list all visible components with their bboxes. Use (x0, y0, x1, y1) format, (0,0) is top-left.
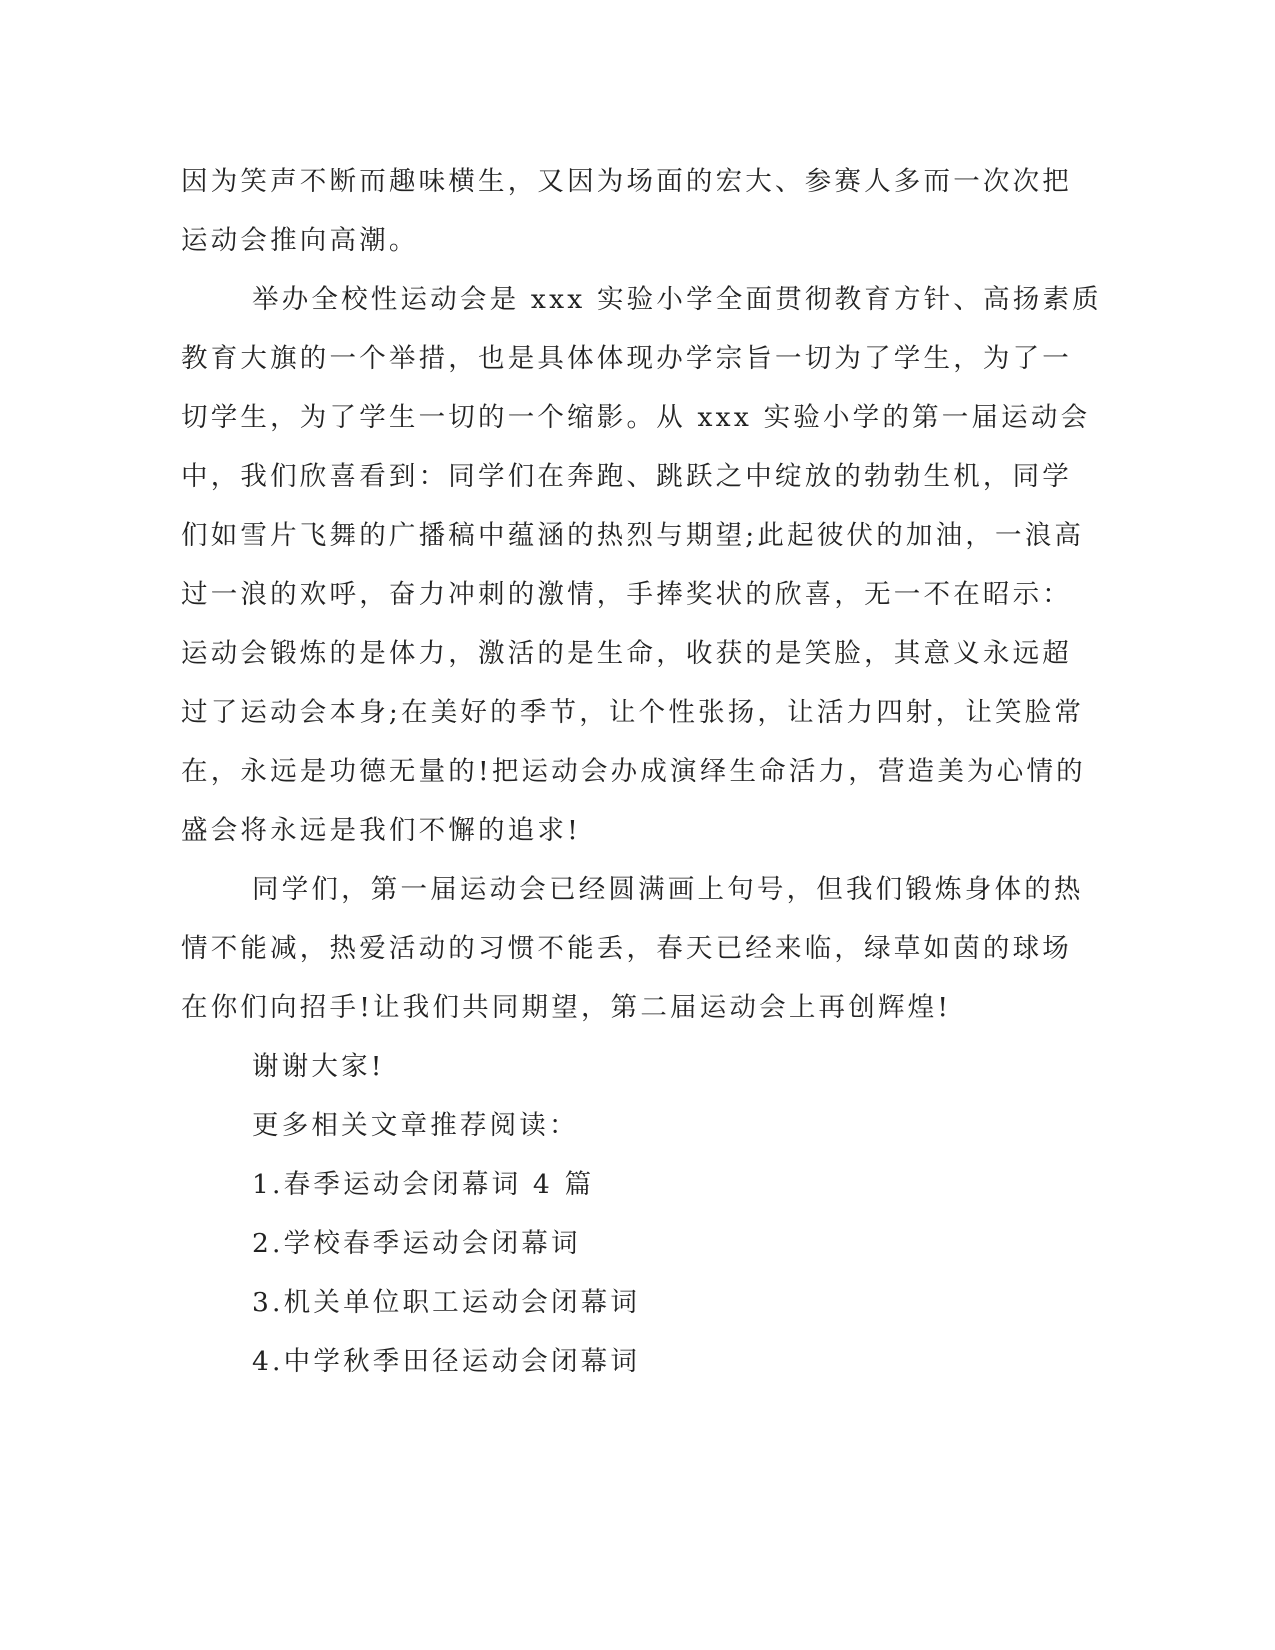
related-article-link[interactable]: 3.机关单位职工运动会闭幕词 (252, 1287, 641, 1318)
paragraph-line: 们如雪片飞舞的广播稿中蕴涵的热烈与期望;此起彼伏的加油，一浪高 (181, 520, 1085, 551)
paragraph-line: 在你们向招手!让我们共同期望，第二届运动会上再创辉煌! (181, 992, 952, 1023)
paragraph-line: 举办全校性运动会是 xxx 实验小学全面贯彻教育方针、高扬素质 (252, 284, 1102, 315)
paragraph-line: 中，我们欣喜看到：同学们在奔跑、跳跃之中绽放的勃勃生机，同学 (181, 461, 1072, 492)
paragraph-line: 切学生，为了学生一切的一个缩影。从 xxx 实验小学的第一届运动会 (181, 402, 1091, 433)
closing-line: 谢谢大家! (252, 1051, 385, 1082)
paragraph-line: 情不能减，热爱活动的习惯不能丢，春天已经来临，绿草如茵的球场 (181, 933, 1072, 964)
paragraph-line: 运动会锻炼的是体力，激活的是生命，收获的是笑脸，其意义永远超 (181, 638, 1072, 669)
related-articles-heading: 更多相关文章推荐阅读： (252, 1110, 579, 1141)
paragraph-line: 过一浪的欢呼，奋力冲刺的激情，手捧奖状的欣喜，无一不在昭示： (181, 579, 1072, 610)
paragraph-line: 运动会推向高潮。 (181, 225, 419, 256)
document-body (181, 152, 1102, 1391)
paragraph-line: 因为笑声不断而趣味横生，又因为场面的宏大、参赛人多而一次次把 (181, 166, 1072, 197)
paragraph-line: 过了运动会本身;在美好的季节，让个性张扬，让活力四射，让笑脸常 (181, 697, 1085, 728)
paragraph-line: 教育大旗的一个举措，也是具体体现办学宗旨一切为了学生，为了一 (181, 343, 1072, 374)
related-article-link[interactable]: 1.春季运动会闭幕词 4 篇 (252, 1169, 595, 1200)
related-article-link[interactable]: 4.中学秋季田径运动会闭幕词 (252, 1346, 641, 1377)
paragraph-line: 同学们，第一届运动会已经圆满画上句号，但我们锻炼身体的热 (252, 874, 1084, 905)
paragraph-line: 在，永远是功德无量的!把运动会办成演绎生命活力，营造美为心情的 (181, 756, 1086, 787)
related-article-link[interactable]: 2.学校春季运动会闭幕词 (252, 1228, 581, 1259)
paragraph-line: 盛会将永远是我们不懈的追求! (181, 815, 581, 846)
